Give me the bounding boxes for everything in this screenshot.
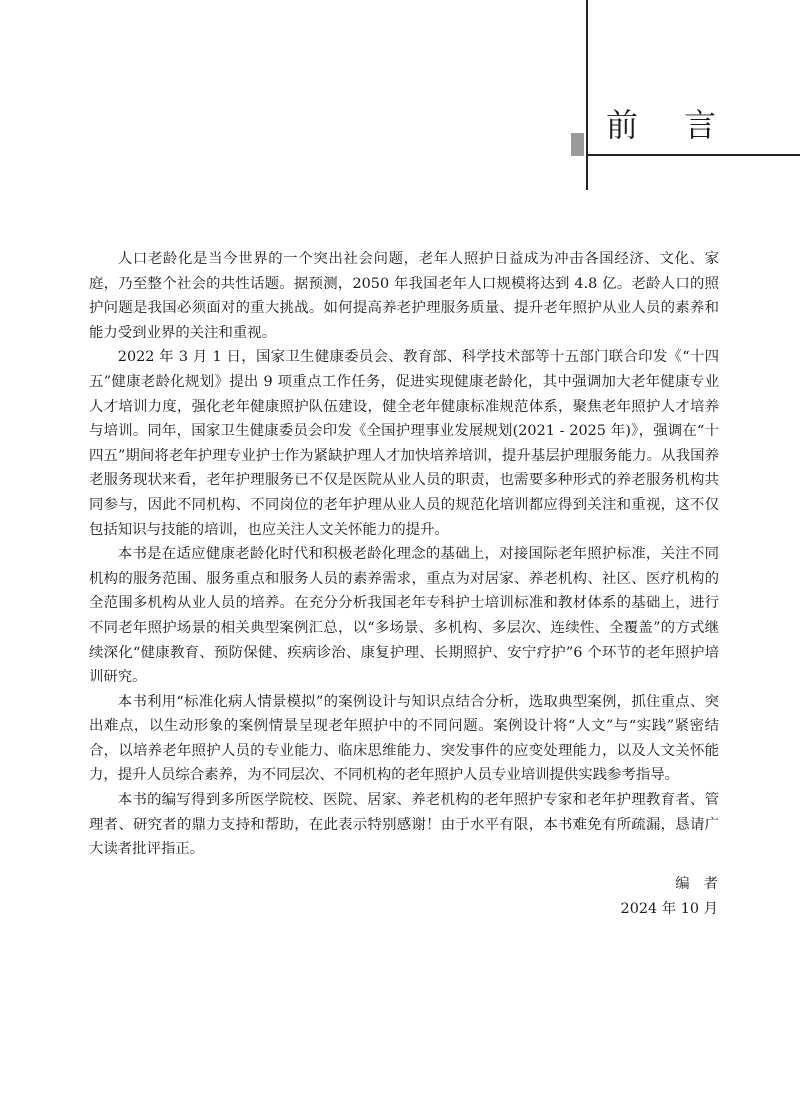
paragraph-5: 本书的编写得到多所医学院校、医院、居家、养老机构的老年照护专家和老年护理教育者、管理者、研究者的鼎力支持和帮助，在此表示特别感谢！由于水平有限，本书难免有所疏漏，恳请广大读者批评指正。 <box>89 792 719 858</box>
page-title: 前 言 <box>606 106 735 144</box>
paragraph-2: 2022 年 3 月 1 日，国家卫生健康委员会、教育部、科学技术部等十五部门联合印发《“十四五”健康老龄化规划》提出 9 项重点工作任务，促进实现健康老龄化，其中强调加大老年健康专业人才培训力度，强化老年健康照护队伍建设，健全老年健康标准规范体系，聚焦老年照护人才培养与培训。同年，国家卫生健康委员会印发《全国护理事业发展规划(2021 - 2025 年)》，强调在“十四五”期间将老年护理专业护士作为紧缺护理人才加快培养培训，提升基层护理服务能力。从我国养老服务现状来看，老年护理服务已不仅是医院从业人员的职责，也需要多种形式的养老服务机构共同参与，因此不同机构、不同岗位的老年护理从业人员的规范化培训都应得到关注和重视，这不仅包括知识与技能的培训，也应关注人文关怀能力的提升。 <box>89 349 719 538</box>
signoff-date: 2024 年 10 月 <box>620 900 718 917</box>
header-vertical-rule <box>586 0 588 190</box>
preface-body <box>89 247 719 862</box>
header-accent-block <box>571 133 584 156</box>
signoff <box>620 872 732 921</box>
paragraph-4: 本书利用“标准化病人情景模拟”的案例设计与知识点结合分析，选取典型案例，抓住重点、突出难点，以生动形象的案例情景呈现老年照护中的不同问题。案例设计将“人文”与“实践”紧密结合，以培养老年照护人员的专业能力、临床思维能力、突发事件的应变处理能力，以及人文关怀能力，提升人员综合素养，为不同层次、不同机构的老年照护人员专业培训提供实践参考指导。 <box>89 693 719 784</box>
signoff-editor: 编者 <box>675 876 732 892</box>
header-horizontal-rule <box>586 154 800 156</box>
paragraph-1: 人口老龄化是当今世界的一个突出社会问题，老年人照护日益成为冲击各国经济、文化、家庭，乃至整个社会的共性话题。据预测，2050 年我国老年人口规模将达到 4.8 亿。老龄人口的照护问题是我国必须面对的重大挑战。如何提高养老护理服务质量、提升老年照护从业人员的素养和能力受到业界的关注和重视。 <box>89 251 719 341</box>
paragraph-3: 本书是在适应健康老龄化时代和积极老龄化理念的基础上，对接国际老年照护标准，关注不同机构的服务范围、服务重点和服务人员的素养需求，重点为对居家、养老机构、社区、医疗机构的全范围多机构从业人员的培养。在充分分析我国老年专科护士培训标准和教材体系的基础上，进行不同老年照护场景的相关典型案例汇总，以“多场景、多机构、多层次、连续性、全覆盖”的方式继续深化“健康教育、预防保健、疾病诊治、康复护理、长期照护、安宁疗护”6 个环节的老年照护培训研究。 <box>89 546 719 686</box>
